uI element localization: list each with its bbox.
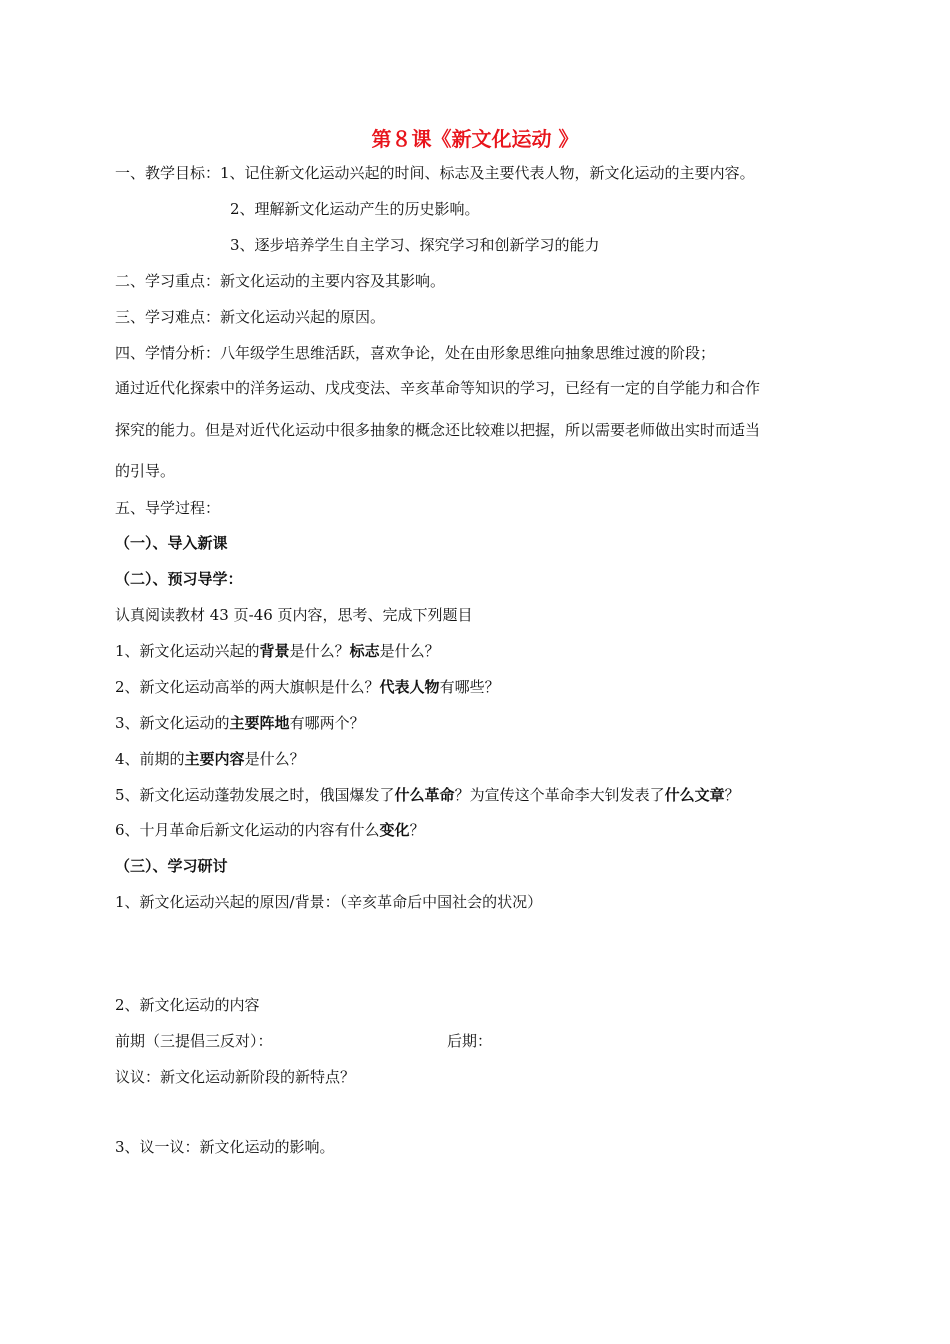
section-heading-2: （二）、预习导学： <box>115 570 243 588</box>
question-4 <box>115 749 305 769</box>
q1-bold-d: 标志 <box>349 642 380 660</box>
difficulty: 三、学习难点：新文化运动兴起的原因。 <box>115 308 386 326</box>
q3-text-a: 3、新文化运动的 <box>115 714 230 732</box>
q2-bold-b: 代表人物 <box>379 678 440 696</box>
study-late-label: 后期： <box>447 1032 493 1050</box>
q4-text-c: 是什么？ <box>244 750 305 768</box>
analysis-line-3: 探究的能力。但是对近代化运动中很多抽象的概念还比较难以把握，所以需要老师做出实时而适当 <box>115 421 761 439</box>
study-item-1: 1、新文化运动兴起的原因/背景：（辛亥革命后中国社会的状况） <box>115 893 543 911</box>
objective-item-2: 2、理解新文化运动产生的历史影响。 <box>230 200 480 218</box>
q5-bold-d: 什么文章 <box>664 786 725 804</box>
q5-text-e: ？ <box>724 786 740 804</box>
study-discuss: 议议：新文化运动新阶段的新特点？ <box>115 1068 356 1086</box>
objective-item-3: 3、逐步培养学生自主学习、探究学习和创新学习的能力 <box>230 236 600 254</box>
q1-text-e: 是什么？ <box>379 642 440 660</box>
analysis-line-2: 通过近代化探索中的洋务运动、戊戌变法、辛亥革命等知识的学习，已经有一定的自学能力和合作 <box>115 379 761 397</box>
q2-text-c: 有哪些？ <box>439 678 500 696</box>
q4-bold-b: 主要内容 <box>184 750 245 768</box>
analysis-line-4: 的引导。 <box>115 462 176 480</box>
q1-text-a: 1、新文化运动兴起的 <box>115 642 260 660</box>
q5-text-c: ？为宣传这个革命李大钊发表了 <box>454 786 665 804</box>
q3-text-c: 有哪两个？ <box>289 714 365 732</box>
section-heading-1: （一）、导入新课 <box>115 534 228 552</box>
question-2 <box>115 677 500 697</box>
q4-text-a: 4、前期的 <box>115 750 185 768</box>
q5-text-a: 5、新文化运动蓬勃发展之时，俄国爆发了 <box>115 786 395 804</box>
study-early-label: 前期（三提倡三反对）： <box>115 1032 273 1050</box>
reading-instruction: 认真阅读教材 43 页-46 页内容，思考、完成下列题目 <box>115 606 473 624</box>
question-1 <box>115 641 440 661</box>
q3-bold-b: 主要阵地 <box>229 714 290 732</box>
study-item-2: 2、新文化运动的内容 <box>115 996 260 1014</box>
q1-text-c: 是什么？ <box>289 642 350 660</box>
page-title: 第８课《新文化运动 》 <box>371 127 579 151</box>
study-item-3: 3、议一议：新文化运动的影响。 <box>115 1138 335 1156</box>
objectives-label: 一、教学目标： <box>115 164 221 182</box>
q6-bold-b: 变化 <box>379 821 410 839</box>
objectives-line-1 <box>115 163 755 183</box>
question-6 <box>115 820 425 840</box>
objective-item-1: 1、记住新文化运动兴起的时间、标志及主要代表人物，新文化运动的主要内容。 <box>220 164 755 182</box>
q6-text-a: 6、十月革命后新文化运动的内容有什么 <box>115 821 380 839</box>
analysis-line-1: 四、学情分析：八年级学生思维活跃，喜欢争论，处在由形象思维向抽象思维过渡的阶段； <box>115 344 716 362</box>
q5-bold-b: 什么革命 <box>394 786 455 804</box>
question-5 <box>115 785 740 805</box>
q6-text-c: ？ <box>409 821 425 839</box>
q2-text-a: 2、新文化运动高举的两大旗帜是什么？ <box>115 678 380 696</box>
process-label: 五、导学过程： <box>115 499 221 517</box>
section-heading-3: （三）、学习研讨 <box>115 857 228 875</box>
q1-bold-b: 背景 <box>259 642 290 660</box>
question-3 <box>115 713 365 733</box>
key-point: 二、学习重点：新文化运动的主要内容及其影响。 <box>115 272 446 290</box>
